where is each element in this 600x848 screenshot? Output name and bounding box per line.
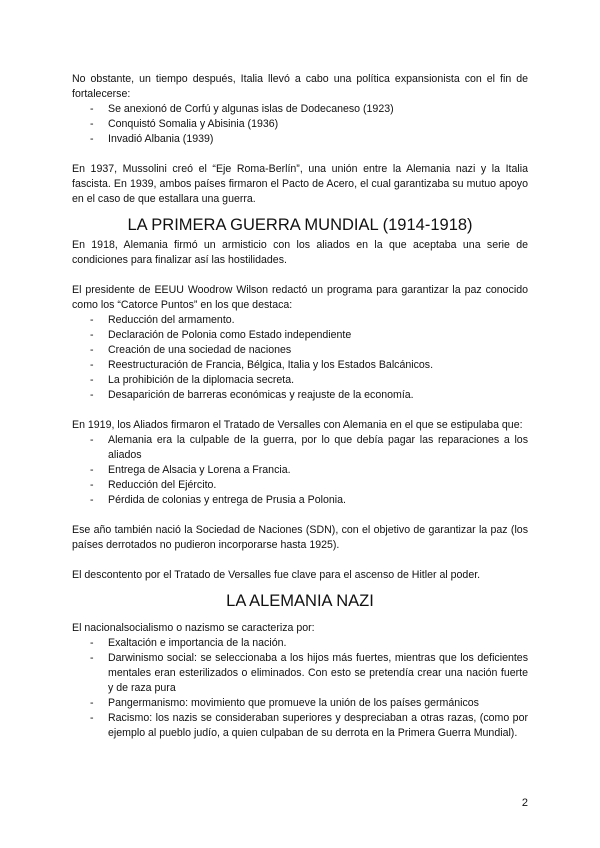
versailles-paragraph: En 1919, los Aliados firmaron el Tratado de Versalles con Alemania en el que se estipulaba que: [72,419,523,431]
list-item: - Creación de una sociedad de naciones [72,343,528,358]
sdn-paragraph: Ese año también nació la Sociedad de Naciones (SDN), con el objetivo de garantizar la paz (los países derrotados no pudieron incorporarse hasta 1925). [72,524,528,551]
list-item: - Racismo: los nazis se consideraban superiores y despreciaban a otras razas, (como por ejemplo al pueblo judío, a quien culpaban de su derrota en la Primera Guerra Mundial). [72,711,528,741]
list-item: - Declaración de Polonia como Estado independiente [72,328,528,343]
intro-paragraph: No obstante, un tiempo después, Italia llevó a cabo una política expansionista con el fin de fortalecerse: [72,73,528,100]
section-title-wwi: LA PRIMERA GUERRA MUNDIAL (1914-1918) [127,216,473,234]
treaty-terms-list [72,433,528,508]
axis-paragraph: En 1937, Mussolini creó el “Eje Roma-Berlín”, una unión entre la Alemania nazi y la Italia fascista. En 1939, ambos países firmaron el Pacto de Acero, el cual garantizaba su mutuo apoyo en el caso de que estallara una guerra. [72,163,528,205]
page-number: 2 [521,797,528,809]
list-item: - Desaparición de barreras económicas y reajuste de la economía. [72,388,528,403]
list-item: - Reestructuración de Francia, Bélgica, Italia y los Estados Balcánicos. [72,358,528,373]
list-item: - Exaltación e importancia de la nación. [72,636,528,651]
document-page [72,72,528,741]
list-item: - Se anexionó de Corfú y algunas islas de Dodecaneso (1923) [72,102,528,117]
list-item: - Entrega de Alsacia y Lorena a Francia. [72,463,528,478]
list-item: - Reducción del armamento. [72,313,528,328]
fourteen-points-list [72,313,528,403]
section-title-nazi-germany: LA ALEMANIA NAZI [226,592,374,610]
list-item: - Invadió Albania (1939) [72,132,528,147]
list-item: - Pérdida de colonias y entrega de Prusia a Polonia. [72,493,528,508]
italy-expansion-list [72,102,528,147]
nazism-traits-list [72,636,528,741]
nazism-paragraph: El nacionalsocialismo o nazismo se caracteriza por: [72,622,315,634]
list-item: - La prohibición de la diplomacia secreta. [72,373,528,388]
list-item: - Conquistó Somalia y Abisinia (1936) [72,117,528,132]
list-item: - Reducción del Ejército. [72,478,528,493]
wilson-paragraph: El presidente de EEUU Woodrow Wilson redactó un programa para garantizar la paz conocido como los “Catorce Puntos” en los que destaca: [72,284,528,311]
armistice-paragraph: En 1918, Alemania firmó un armisticio con los aliados en la que aceptaba una serie de condiciones para finalizar así las hostilidades. [72,239,528,266]
list-item: - Pangermanismo: movimiento que promueve la unión de los países germánicos [72,696,528,711]
discontent-paragraph: El descontento por el Tratado de Versalles fue clave para el ascenso de Hitler al poder. [72,569,481,581]
list-item: - Darwinismo social: se seleccionaba a los hijos más fuertes, mientras que los deficientes mentales eran esterilizados o eliminados. Con esto se pretendía crear una nación fuerte y de raza pura [72,651,528,696]
list-item: - Alemania era la culpable de la guerra, por lo que debía pagar las reparaciones a los aliados [72,433,528,463]
